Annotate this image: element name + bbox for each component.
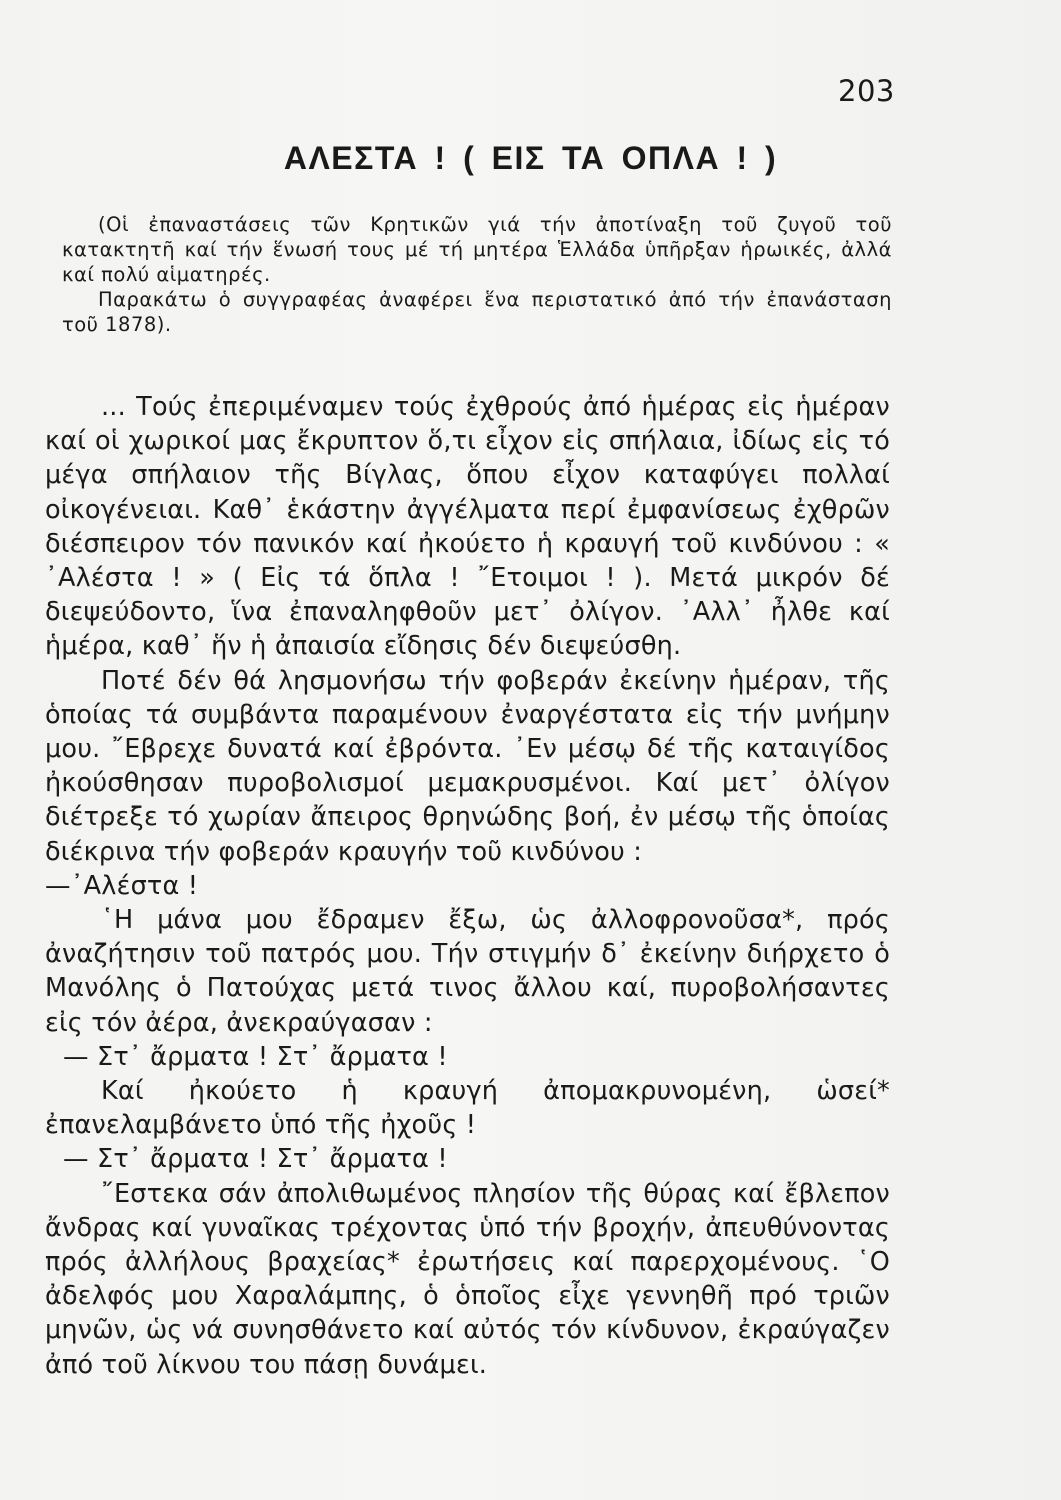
body-paragraph: ... Τούς ἐπεριμέναμεν τούς ἐχθρούς ἀπό ἡμέρας εἰς ἡμέραν καί οἱ χωρικοί μας ἔκρυπτον ὅ,τι εἶχον εἰς σπήλαια, ἰδίως εἰς τό μέγα σπήλαιον τῆς Βίγλας, ὅπου εἶχον καταφύγει πολλαί οἰκογένειαι. Καθ᾽ ἑκάστην ἀγγέλματα περί ἐμφανίσεως ἐχθρῶν διέσπειρον τόν πανικόν καί ἠκούετο ἡ κραυγή τοῦ κινδύνου : « ᾽Αλέστα ! » ( Εἰς τά ὅπλα ! ῎Ετοιμοι ! ). Μετά μικρόν δέ διεψεύδοντο, ἵνα ἐπαναληφθοῦν μετ᾽ ὀλίγον. ᾽Αλλ᾽ ἦλθε καί ἡμέρα, καθ᾽ ἥν ἡ ἀπαισία εἴδησις δέν διεψεύσθη. [45,392,890,662]
chapter-title: ΑΛΕΣΤΑ ! ( ΕΙΣ ΤΑ ΟΠΛΑ ! ) [283,140,778,176]
page-number: 203 [838,74,895,108]
dialog-line: — Στ᾽ ἄρματα ! Στ᾽ ἄρματα ! [63,1144,448,1175]
dialog-line: — Στ᾽ ἄρματα ! Στ᾽ ἄρματα ! [63,1041,448,1072]
body-paragraph: Ποτέ δέν θά λησμονήσω τήν φοβεράν ἐκείνην ἡμέραν, τῆς ὁποίας τά συμβάντα παραμένουν ἐναργέστατα εἰς τήν μνήμην μου. ῎Εβρεχε δυνατά καί ἐβρόντα. ᾽Εν μέσῳ δέ τῆς καταιγίδος ἠκούσθησαν πυροβολισμοί μεμακρυσμένοι. Καί μετ᾽ ὀλίγον διέτρεξε τό χωρίαν ἄπειρος θρηνώδης βοή, ἐν μέσῳ τῆς ὁποίας διέκρινα τήν φοβεράν κραυγήν τοῦ κινδύνου : [45,665,890,867]
intro-paragraph: (Οἱ ἐπαναστάσεις τῶν Κρητικῶν γιά τήν ἀποτίναξη τοῦ ζυγοῦ τοῦ κατακτητῆ καί τήν ἕνωσή τους μέ τή μητέρα Ἑλλάδα ὑπῆρξαν ἡρωικές, ἀλλά καί πολύ αἱματηρές. [62,213,892,286]
body-paragraph: ῾Η μάνα μου ἔδραμεν ἔξω, ὡς ἀλλοφρονοῦσα*, πρός ἀναζήτησιν τοῦ πατρός μου. Τήν στιγμήν δ᾽ ἐκείνην διήρχετο ὁ Μανόλης ὁ Πατούχας μετά τινος ἄλλου καί, πυροβολήσαντες εἰς τόν ἀέρα, ἀνεκραύγασαν : [45,905,890,1038]
main-text [45,390,890,1382]
body-paragraph: ῎Εστεκα σάν ἀπολιθωμένος πλησίον τῆς θύρας καί ἔβλεπον ἄνδρας καί γυναῖκας τρέχοντας ὑπό τήν βροχήν, ἀπευθύνοντας πρός ἀλλήλους βραχείας* ἐρωτήσεις καί παρερχομένους. ῾Ο ἀδελφός μου Χαραλάμπης, ὁ ὁποῖος εἶχε γεννηθῆ πρό τριῶν μηνῶν, ὡς νά συνησθάνετο καί αὐτός τόν κίνδυνον, ἐκραύγαζεν ἀπό τοῦ λίκνου του πάσῃ δυνάμει. [45,1178,890,1380]
dialog-line: —᾽Αλέστα ! [45,870,199,901]
intro-paragraph: Παρακάτω ὁ συγγραφέας ἀναφέρει ἕνα περιστατικό ἀπό τήν ἐπανάσταση τοῦ 1878). [62,288,892,336]
body-paragraph: Καί ἠκούετο ἡ κραυγή ἀπομακρυνομένη, ὡσεί* ἐπανελαμβάνετο ὑπό τῆς ἠχοῦς ! [45,1076,890,1141]
intro-note [62,212,892,337]
